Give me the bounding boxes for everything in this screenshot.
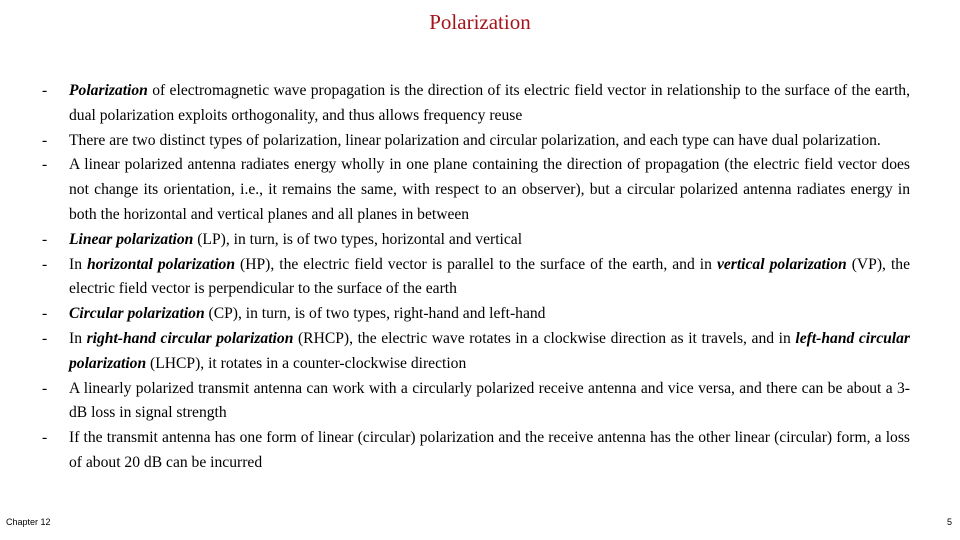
emphasized-term: Linear polarization: [69, 230, 194, 248]
bullet-marker: -: [42, 255, 48, 273]
bullet-item: [30, 377, 910, 427]
bullet-item: [30, 426, 910, 476]
emphasized-term: Circular polarization: [69, 305, 205, 323]
bullet-text: (LP), in turn, is of two types, horizontal and vertical: [193, 230, 523, 248]
bullet-item: [30, 253, 910, 303]
emphasized-term: left-hand circular polarization: [69, 329, 910, 372]
chapter-label: Chapter 12: [6, 517, 51, 527]
bullet-marker: -: [42, 329, 48, 347]
emphasized-term: right-hand circular polarization: [86, 329, 294, 347]
bullet-item: [30, 129, 910, 154]
bullet-item: [30, 228, 910, 253]
bullet-marker: -: [42, 156, 48, 174]
bullet-item: [30, 153, 910, 227]
bullet-marker: -: [42, 429, 48, 447]
bullet-marker: -: [42, 305, 48, 323]
bullet-text: A linearly polarized transmit antenna can work with a circularly polarized receive antenna and vice versa, and there can be about a 3-dB loss in signal strength: [69, 379, 910, 422]
bullet-text: (CP), in turn, is of two types, right-hand and left-hand: [204, 305, 546, 323]
slide-title: Polarization: [429, 10, 531, 34]
bullet-text: In: [69, 329, 87, 347]
bullet-text: In: [69, 255, 87, 273]
bullet-item: [30, 79, 910, 129]
bullet-marker: -: [42, 230, 48, 248]
bullet-text: If the transmit antenna has one form of linear (circular) polarization and the receive antenna has the other linear (circular) form, a loss of about 20 dB can be incurred: [69, 429, 910, 471]
bullet-text: There are two distinct types of polarization, linear polarization and circular polarization, and each type can have dual polarization.: [69, 131, 881, 149]
bullet-text: (HP), the electric field vector is parallel to the surface of the earth, and in: [235, 255, 717, 273]
bullet-text: (LHCP), it rotates in a counter-clockwise direction: [146, 354, 467, 372]
page-number: 5: [946, 517, 952, 527]
bullet-item: [30, 302, 910, 327]
bullet-text: A linear polarized antenna radiates energy wholly in one plane containing the direction of propagation (the electric field vector does not change its orientation, i.e., it remains the same, with respect to an observer), but a circular polarized antenna radiates energy in both the horizontal and vertical planes and all planes in between: [69, 156, 910, 223]
bullet-text: (VP), the electric field vector is perpendicular to the surface of the earth: [69, 255, 910, 298]
emphasized-term: horizontal polarization: [87, 255, 236, 273]
bullet-marker: -: [42, 131, 48, 149]
bullet-marker: -: [42, 379, 48, 397]
bullet-text: of electromagnetic wave propagation is the direction of its electric field vector in relationship to the surface of the earth, dual polarization exploits orthogonality, and thus allows frequency reuse: [69, 82, 910, 124]
emphasized-term: Polarization: [69, 82, 148, 99]
bullet-item: [30, 327, 910, 377]
emphasized-term: vertical polarization: [716, 255, 847, 273]
bullet-marker: -: [42, 82, 48, 99]
bullet-list: [30, 79, 910, 476]
bullet-text: (RHCP), the electric wave rotates in a clockwise direction as it travels, and in: [293, 329, 796, 347]
